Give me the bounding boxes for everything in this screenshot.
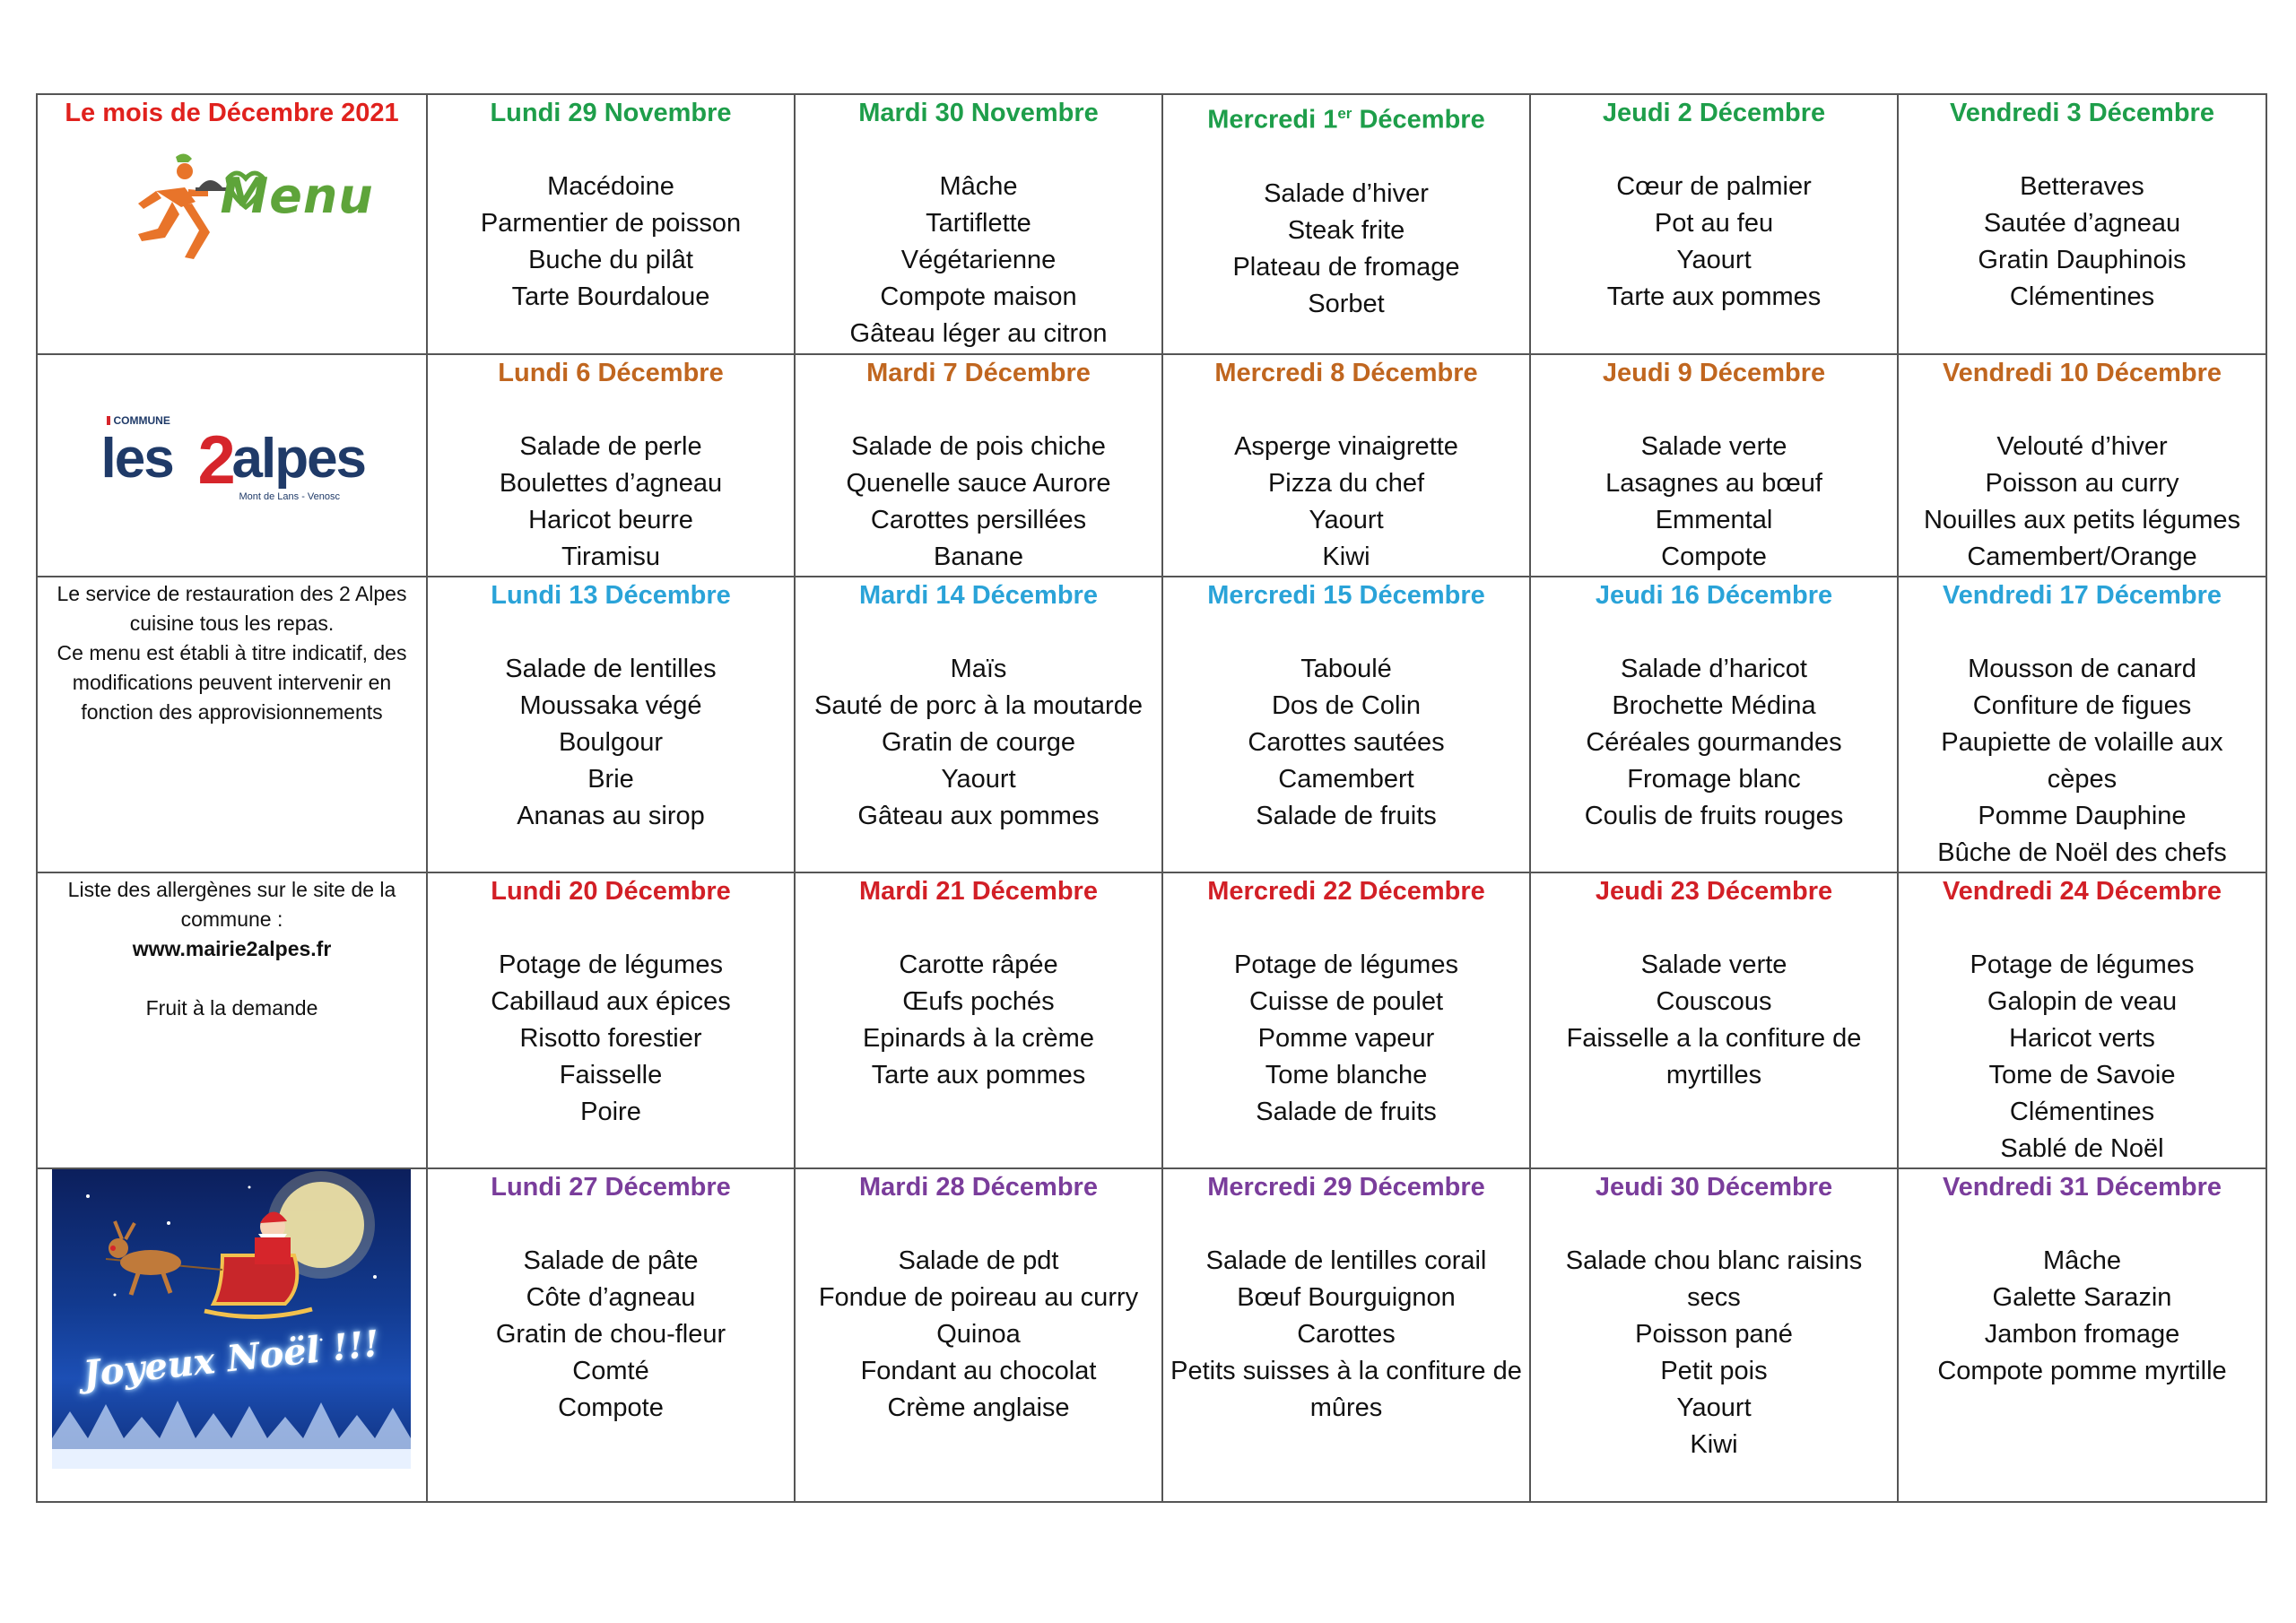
dish-item: Petit pois: [1660, 1357, 1768, 1385]
dish-item: Pizza du chef: [1267, 469, 1425, 498]
day-cell: [795, 94, 1162, 354]
dish-item: Kiwi: [1322, 542, 1370, 571]
dish-item: Petits suisses à la confiture de mûres: [1170, 1357, 1522, 1422]
allergens-text: Liste des allergènes sur le site de la commune :: [67, 878, 396, 931]
month-title: Le mois de Décembre 2021: [65, 99, 399, 127]
day-title: Mardi 28 Décembre: [859, 1173, 1098, 1202]
dish-item: Potage de légumes: [1234, 950, 1458, 979]
dish-item: Sorbet: [1308, 289, 1385, 318]
dish-item: Faisselle a la confiture de myrtilles: [1566, 1024, 1862, 1089]
dish-item: Sauté de porc à la moutarde: [814, 691, 1143, 720]
dish-item: Asperge vinaigrette: [1234, 432, 1458, 461]
day-title: Vendredi 24 Décembre: [1942, 877, 2222, 906]
dish-item: Compote pomme myrtille: [1937, 1357, 2227, 1385]
dish-item: Tartiflette: [926, 209, 1031, 238]
dish-item: Salade de fruits: [1256, 1098, 1437, 1126]
dish-item: Lasagnes au bœuf: [1605, 469, 1822, 498]
dish-item: Crème anglaise: [887, 1393, 1070, 1422]
day-title: Vendredi 10 Décembre: [1942, 359, 2222, 387]
dish-list: [433, 169, 788, 316]
dish-item: Boulgour: [558, 728, 664, 757]
dish-item: Tarte aux pommes: [871, 1061, 1086, 1089]
day-cell: [1898, 354, 2266, 577]
christmas-image: [52, 1169, 411, 1469]
day-title: Jeudi 2 Décembre: [1602, 99, 1826, 127]
dish-item: Bœuf Bourguignon: [1237, 1283, 1456, 1312]
header-cell: [37, 94, 427, 354]
day-cell: [1530, 872, 1898, 1168]
day-title: Mardi 14 Décembre: [859, 581, 1098, 610]
dish-item: Clémentines: [2009, 1098, 2155, 1126]
day-cell: [427, 577, 795, 872]
dish-item: Tarte Bourdaloue: [511, 282, 710, 311]
dish-list: [1536, 429, 1892, 576]
dish-item: Velouté d’hiver: [1996, 432, 2168, 461]
commune-label: COMMUNE: [107, 414, 170, 427]
dish-item: Fromage blanc: [1627, 765, 1801, 794]
dish-item: Parmentier de poisson: [480, 209, 742, 238]
allergens-info: [43, 873, 421, 1025]
dish-list: [801, 651, 1156, 835]
dish-list: [1169, 651, 1524, 835]
day-title: Lundi 20 Décembre: [491, 877, 731, 906]
dish-item: Carottes: [1297, 1320, 1396, 1349]
dish-item: Nouilles aux petits légumes: [1923, 506, 2240, 534]
day-cell: [1898, 1168, 2266, 1502]
dish-item: Salade d’haricot: [1621, 655, 1807, 683]
dish-list: [1169, 947, 1524, 1131]
logo-subtitle: Mont de Lans - Venosc: [239, 491, 341, 502]
dish-item: Comté: [572, 1357, 649, 1385]
dish-item: Kiwi: [1690, 1430, 1738, 1459]
day-cell: [1898, 577, 2266, 872]
christmas-scene-icon: [52, 1169, 411, 1469]
dish-list: [1536, 947, 1892, 1094]
dish-list: [1904, 651, 2260, 872]
dish-item: Mousson de canard: [1968, 655, 2196, 683]
day-cell: [427, 872, 795, 1168]
dish-item: Carotte râpée: [899, 950, 1058, 979]
day-title: Jeudi 9 Décembre: [1602, 359, 1826, 387]
dish-item: Brochette Médina: [1612, 691, 1816, 720]
day-cell: [1162, 94, 1530, 354]
dish-list: [801, 1243, 1156, 1427]
service-text: Le service de restauration des 2 Alpes cuisine tous les repas.: [57, 582, 407, 635]
dish-item: Poisson au curry: [1985, 469, 2179, 498]
dish-item: Tiramisu: [561, 542, 661, 571]
day-title: Mardi 7 Décembre: [866, 359, 1091, 387]
xmas-cell: [37, 1168, 427, 1502]
service-info: [43, 577, 421, 729]
dish-item: Yaourt: [1309, 506, 1384, 534]
day-title: Lundi 27 Décembre: [491, 1173, 731, 1202]
dish-item: Plateau de fromage: [1232, 252, 1460, 282]
day-title: Lundi 29 Novembre: [490, 99, 732, 127]
dish-item: Tome de Savoie: [1988, 1061, 2176, 1089]
dish-item: Maïs: [950, 655, 1007, 683]
day-cell: [427, 1168, 795, 1502]
dish-item: Fondue de poireau au curry: [818, 1283, 1139, 1312]
day-cell: [795, 354, 1162, 577]
dish-item: Sautée d’agneau: [1983, 209, 2181, 238]
dish-list: [1169, 429, 1524, 576]
dish-item: Ananas au sirop: [517, 802, 705, 830]
dish-list: [433, 947, 788, 1131]
notice-text: Ce menu est établi à titre indicatif, des modifications peuvent intervenir en fonction des approvisionnements: [57, 641, 407, 724]
dish-list: [1536, 169, 1892, 316]
dish-item: Potage de légumes: [1970, 950, 2195, 979]
dish-list: [1904, 429, 2260, 576]
day-cell: [427, 354, 795, 577]
day-cell: [1530, 94, 1898, 354]
dish-item: Faisselle: [559, 1061, 663, 1089]
dish-list: [1169, 1243, 1524, 1427]
dish-item: Haricot verts: [2009, 1024, 2155, 1053]
christmas-greeting: Joyeux Noël !!!: [81, 1322, 382, 1396]
dish-item: Yaourt: [1676, 1393, 1752, 1422]
day-title: Mercredi 29 Décembre: [1207, 1173, 1485, 1202]
dish-item: Salade d’hiver: [1264, 178, 1429, 208]
day-title: Vendredi 3 Décembre: [1950, 99, 2214, 127]
dish-item: Paupiette de volaille aux cèpes: [1941, 728, 2223, 794]
dish-item: Mâche: [939, 172, 1018, 201]
dish-item: Cuisse de poulet: [1248, 987, 1444, 1016]
dish-item: Tome blanche: [1265, 1061, 1428, 1089]
dish-item: Céréales gourmandes: [1586, 728, 1842, 757]
dish-item: Betteraves: [2020, 172, 2144, 201]
day-cell: [795, 872, 1162, 1168]
day-title: Mercredi 22 Décembre: [1207, 877, 1485, 906]
day-cell: [1530, 354, 1898, 577]
dish-list: [1904, 1243, 2260, 1390]
dish-item: Carottes sautées: [1248, 728, 1445, 757]
day-cell: [1530, 577, 1898, 872]
commune-logo-cell: [37, 354, 427, 577]
dish-item: Sablé de Noël: [2000, 1134, 2164, 1163]
day-title: Vendredi 31 Décembre: [1942, 1173, 2222, 1202]
dish-item: Salade de lentilles corail: [1205, 1246, 1487, 1275]
week-row-2: [37, 354, 2266, 577]
week-row-3: [37, 577, 2266, 872]
dish-item: Salade de pdt: [898, 1246, 1059, 1275]
dish-item: Coulis de fruits rouges: [1584, 802, 1844, 830]
dish-item: Brie: [587, 765, 634, 794]
logo-les: les: [100, 428, 173, 490]
dish-item: Epinards à la crème: [863, 1024, 1094, 1053]
dish-item: Cabillaud aux épices: [491, 987, 731, 1016]
dish-item: Végétarienne: [900, 246, 1057, 274]
fruit-text: Fruit à la demande: [145, 996, 318, 1020]
dish-item: Couscous: [1656, 987, 1772, 1016]
day-title: Jeudi 16 Décembre: [1595, 581, 1833, 610]
dish-item: Salade de pois chiche: [851, 432, 1106, 461]
dish-item: Mâche: [2042, 1246, 2122, 1275]
dish-item: Gratin de chou-fleur: [495, 1320, 726, 1349]
day-title: Mardi 21 Décembre: [859, 877, 1098, 906]
day-cell: [1898, 872, 2266, 1168]
menu-table: [36, 93, 2267, 1503]
dish-item: Compote maison: [880, 282, 1077, 311]
dish-list: [1536, 1243, 1892, 1463]
dish-item: Camembert/Orange: [1967, 542, 2197, 571]
dish-item: Salade verte: [1640, 950, 1787, 979]
logo-two: 2: [197, 422, 236, 499]
dish-item: Risotto forestier: [519, 1024, 702, 1053]
dish-item: Bûche de Noël des chefs: [1937, 838, 2227, 867]
dish-item: Quenelle sauce Aurore: [846, 469, 1111, 498]
dish-item: Tarte aux pommes: [1606, 282, 1822, 311]
dish-item: Galette Sarazin: [1992, 1283, 2172, 1312]
dish-item: Taboulé: [1300, 655, 1392, 683]
day-title: Vendredi 17 Décembre: [1942, 581, 2222, 610]
dish-item: Cœur de palmier: [1616, 172, 1812, 201]
dish-item: Côte d’agneau: [526, 1283, 696, 1312]
week-row-4: [37, 872, 2266, 1168]
day-cell: [1530, 1168, 1898, 1502]
dish-item: Salade de perle: [519, 432, 702, 461]
dish-item: Carottes persillées: [870, 506, 1087, 534]
dish-list: [801, 429, 1156, 576]
dish-item: Yaourt: [941, 765, 1016, 794]
day-title: Lundi 13 Décembre: [491, 581, 731, 610]
allergens-cell: [37, 872, 427, 1168]
day-title: Jeudi 23 Décembre: [1595, 877, 1833, 906]
day-cell: [1898, 94, 2266, 354]
dish-item: Confiture de figues: [1972, 691, 2192, 720]
info-cell: [37, 577, 427, 872]
dish-item: Salade verte: [1640, 432, 1787, 461]
dish-item: Jambon fromage: [1984, 1320, 2180, 1349]
dish-list: [1904, 169, 2260, 316]
dish-item: Dos de Colin: [1271, 691, 1422, 720]
logo-alpes: alpes: [231, 428, 366, 490]
day-cell: [795, 577, 1162, 872]
dish-item: Pot au feu: [1654, 209, 1774, 238]
dish-list: [1904, 947, 2260, 1167]
dish-item: Salade chou blanc raisins secs: [1565, 1246, 1863, 1312]
dish-list: [433, 1243, 788, 1427]
dish-item: Pomme vapeur: [1257, 1024, 1435, 1053]
dish-item: Buche du pilât: [528, 246, 693, 274]
day-title: Mercredi 1er Décembre: [1207, 105, 1485, 135]
dish-item: Gâteau léger au citron: [849, 319, 1108, 348]
menu-logo: [102, 152, 374, 268]
dish-list: [801, 947, 1156, 1094]
week-row-5: [37, 1168, 2266, 1502]
dish-item: Fondant au chocolat: [860, 1357, 1097, 1385]
dish-list: [1536, 651, 1892, 835]
day-title: Jeudi 30 Décembre: [1595, 1173, 1833, 1202]
dish-item: Haricot beurre: [528, 506, 693, 534]
dish-item: Gratin de courge: [881, 728, 1075, 757]
dish-item: Yaourt: [1676, 246, 1752, 274]
dish-list: [433, 651, 788, 835]
dish-item: Poire: [580, 1098, 641, 1126]
dish-item: Macédoine: [547, 172, 674, 201]
dish-item: Compote: [558, 1393, 664, 1422]
dish-item: Clémentines: [2009, 282, 2155, 311]
dish-item: Moussaka végé: [519, 691, 702, 720]
day-cell: [795, 1168, 1162, 1502]
dish-item: Quinoa: [936, 1320, 1021, 1349]
dish-item: Compote: [1661, 542, 1767, 571]
commune-logo: [98, 409, 367, 508]
week-row-1: [37, 94, 2266, 354]
dish-item: Salade de pâte: [523, 1246, 699, 1275]
dish-item: Potage de légumes: [499, 950, 723, 979]
dish-item: Gâteau aux pommes: [857, 802, 1100, 830]
dish-item: Galopin de veau: [1987, 987, 2178, 1016]
dish-item: Emmental: [1655, 506, 1773, 534]
day-cell: [1162, 354, 1530, 577]
day-title: Mercredi 8 Décembre: [1214, 359, 1478, 387]
dish-list: [433, 429, 788, 576]
day-title: Lundi 6 Décembre: [498, 359, 724, 387]
day-cell: [1162, 872, 1530, 1168]
day-cell: [1162, 577, 1530, 872]
dish-item: Salade de lentilles: [505, 655, 717, 683]
dish-item: Poisson pané: [1635, 1320, 1793, 1349]
dish-list: [1169, 176, 1524, 323]
dish-item: Boulettes d’agneau: [499, 469, 723, 498]
dish-item: Salade de fruits: [1256, 802, 1437, 830]
website-link[interactable]: www.mairie2alpes.fr: [132, 937, 332, 960]
day-title: Mardi 30 Novembre: [858, 99, 1099, 127]
dish-item: Gratin Dauphinois: [1978, 246, 2187, 274]
day-title: Mercredi 15 Décembre: [1207, 581, 1485, 610]
dish-item: Camembert: [1278, 765, 1414, 794]
dish-item: Steak frite: [1287, 215, 1405, 245]
dish-list: [801, 169, 1156, 352]
dish-item: Pomme Dauphine: [1978, 802, 2187, 830]
dish-item: Œufs pochés: [902, 987, 1055, 1016]
menu-logo-text: Menu: [220, 168, 374, 224]
day-cell: [1162, 1168, 1530, 1502]
dish-item: Banane: [934, 542, 1023, 571]
day-cell: [427, 94, 795, 354]
